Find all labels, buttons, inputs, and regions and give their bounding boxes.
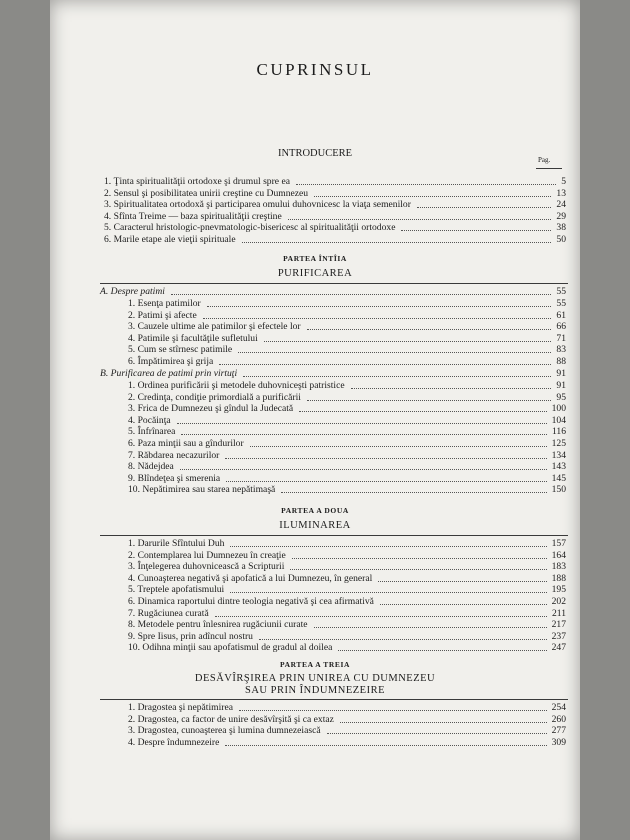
toc-entry (128, 584, 566, 596)
dot-leader (225, 450, 546, 459)
toc-entry-page: 71 (556, 332, 566, 344)
toc-entry (104, 188, 566, 200)
toc-entry-title: 1. Ţinta spiritualităţii ortodoxe şi drumul spre ea (104, 176, 290, 187)
toc-entry-page: 211 (551, 607, 566, 619)
toc-entry-title: 2. Dragostea, ca factor de unire desăvîrşită şi ca extaz (128, 713, 334, 725)
toc-entry-page: 38 (556, 222, 566, 234)
part3-title-line1: DESĂVÎRŞIREA PRIN UNIREA CU DUMNEZEU (194, 673, 436, 684)
toc-entry-title: 4. Patimile şi facultăţile sufletului (128, 332, 258, 344)
toc-entry (128, 392, 566, 404)
toc-entry (128, 473, 566, 485)
toc-entry (104, 234, 566, 246)
toc-entry (128, 619, 566, 631)
toc-entry (128, 596, 566, 608)
toc-entry-title: 10. Odihna minţii sau apofatismul de gradul al doilea (128, 642, 333, 654)
toc-entry (128, 484, 566, 496)
toc-entry (128, 426, 566, 438)
toc-entry-page: 91 (556, 380, 566, 391)
dot-leader (314, 619, 547, 628)
toc-entry-page: 55 (556, 298, 566, 309)
dot-leader (380, 596, 547, 605)
toc-entry-title: 7. Rugăciunea curată (128, 607, 209, 619)
toc-entry-title: 2. Contemplarea lui Dumnezeu în creaţie (128, 549, 286, 561)
book-page (50, 0, 580, 840)
toc-entry-page: 125 (551, 438, 566, 449)
dot-leader (292, 550, 547, 559)
toc-entry (128, 344, 566, 356)
pag-underline (536, 168, 562, 169)
toc-entry-title: A. Despre patimi (100, 286, 165, 297)
dot-leader (307, 392, 552, 401)
toc-entry-page: 157 (551, 538, 566, 549)
toc-entry-title: 10. Nepătimirea sau starea nepătimaşă (128, 484, 276, 496)
toc-entry-page: 254 (551, 702, 566, 713)
toc-entry-page: 145 (551, 472, 566, 484)
page-column-label: Pag. (538, 156, 551, 164)
dot-leader (239, 702, 547, 711)
toc-entry-page: 50 (556, 234, 566, 245)
toc-entry-title: 1. Dragostea şi nepătimirea (128, 702, 233, 713)
dot-leader (351, 380, 552, 389)
part2-rule (100, 535, 568, 536)
toc-entry (128, 702, 566, 714)
toc-entry-page: 217 (551, 619, 566, 631)
dot-leader (307, 321, 552, 330)
toc-entry-page: 91 (556, 368, 566, 379)
toc-entry-title: 4. Despre îndumnezeire (128, 736, 220, 748)
toc-entry-page: 61 (556, 309, 566, 321)
toc-entry (128, 450, 566, 462)
toc-entry-title: 2. Patimi şi afecte (128, 309, 197, 321)
toc-entry (128, 356, 566, 368)
part2-title: ILUMINAREA (279, 520, 351, 531)
toc-entry (104, 222, 566, 234)
toc-entry (104, 176, 566, 188)
toc-entry-page: 260 (551, 713, 566, 725)
dot-leader (288, 211, 552, 220)
toc-entry (128, 310, 566, 322)
toc-entry (128, 573, 566, 585)
toc-entry-page: 24 (556, 199, 566, 211)
dot-leader (327, 725, 547, 734)
toc-entry-page: 188 (551, 572, 566, 584)
dot-leader (226, 473, 546, 482)
toc-entry-title: 6. Dinamica raportului dintre teologia negativă şi cea afirmativă (128, 596, 374, 607)
toc-entry-page: 247 (551, 642, 566, 654)
toc-entry (104, 199, 566, 211)
toc-entry (128, 403, 566, 415)
toc-entry-title: 9. Spre Iisus, prin adîncul nostru (128, 630, 253, 642)
toc-entry-page: 13 (556, 187, 566, 199)
toc-entry-title: 5. Înfrînarea (128, 426, 176, 438)
toc-entry (128, 714, 566, 726)
toc-entry-page: 66 (556, 321, 566, 332)
toc-entry-page: 309 (551, 736, 566, 748)
toc-entry-title: 6. Paza minţii sau a gîndurilor (128, 438, 244, 449)
toc-entry-title: 7. Răbdarea necazurilor (128, 449, 220, 461)
toc-entry-title: 5. Cum se stîrnesc patimile (128, 344, 233, 355)
toc-entry-title: 9. Blîndeţea şi smerenia (128, 472, 221, 484)
toc-entry-page: 95 (556, 391, 566, 403)
toc-entry-title: 1. Darurile Sfîntului Duh (128, 538, 225, 549)
toc-entry (128, 438, 566, 450)
toc-entry (128, 380, 566, 392)
dot-leader (290, 561, 546, 570)
contents-heading: CUPRINSUL (256, 60, 374, 79)
toc-entry (128, 725, 566, 737)
dot-leader (203, 310, 552, 319)
part3-rule (100, 699, 568, 700)
toc-entry (104, 211, 566, 223)
toc-entry-title: 3. Spiritualitatea ortodoxă şi participarea omului duhovnicesc la viaţa semenilor (104, 199, 411, 211)
dot-leader (299, 403, 546, 412)
dot-leader (238, 344, 551, 353)
dot-leader (215, 608, 547, 617)
toc-entry-page: 83 (556, 344, 566, 355)
toc-entry-title: 4. Pocăinţa (128, 414, 171, 426)
toc-entry (128, 561, 566, 573)
part3-title-line2: SAU PRIN ÎNDUMNEZEIRE (245, 685, 385, 696)
toc-entry-title: 3. Dragostea, cunoaşterea şi lumina dumnezeiască (128, 725, 321, 737)
toc-entry-page: 150 (551, 484, 566, 496)
dot-leader (180, 461, 547, 470)
toc-entry-title: 3. Cauzele ultime ale patimilor şi efectele lor (128, 321, 301, 332)
dot-leader (242, 234, 552, 243)
toc-entry (100, 368, 566, 380)
toc-entry-page: 5 (561, 176, 566, 187)
toc-entry (128, 321, 566, 333)
dot-leader (230, 538, 546, 547)
toc-entry-page: 104 (551, 414, 566, 426)
toc-entry-page: 277 (551, 725, 566, 737)
dot-leader (417, 199, 551, 208)
toc-entry (128, 415, 566, 427)
toc-entry-title: 5. Treptele apofatismului (128, 584, 225, 596)
toc-entry-page: 164 (551, 549, 566, 561)
toc-entry-page: 183 (551, 561, 566, 573)
part1-title: PURIFICAREA (277, 268, 353, 279)
dot-leader (259, 631, 547, 640)
dot-leader (264, 333, 552, 342)
toc-entry-page: 143 (551, 461, 566, 473)
toc-entry-page: 100 (551, 403, 566, 415)
toc-entry-page: 134 (551, 449, 566, 461)
dot-leader (219, 356, 551, 365)
part3-label: PARTEA A TREIA (280, 660, 350, 669)
toc-entry-page: 237 (551, 630, 566, 642)
toc-entry (128, 538, 566, 550)
toc-entry (128, 461, 566, 473)
dot-leader (177, 415, 547, 424)
intro-title: INTRODUCERE (277, 148, 353, 159)
toc-entry-title: 2. Sensul şi posibilitatea unirii creştine cu Dumnezeu (104, 187, 309, 199)
dot-leader (181, 426, 547, 435)
toc-entry-title: 3. Înţelegerea duhovnicească a Scripturii (128, 561, 285, 573)
toc-entry-page: 55 (556, 286, 566, 297)
toc-entry-title: B. Purificarea de patimi prin virtuţi (100, 368, 238, 379)
dot-leader (296, 176, 556, 185)
toc-entry (128, 550, 566, 562)
toc-entry (128, 333, 566, 345)
dot-leader (314, 188, 551, 197)
toc-entry-title: 1. Esenţa patimilor (128, 298, 201, 309)
toc-entry-page: 116 (551, 426, 566, 438)
toc-entry-title: 4. Cunoaşterea negativă şi apofatică a lui Dumnezeu, în general (128, 572, 373, 584)
dot-leader (207, 298, 552, 307)
dot-leader (243, 368, 551, 377)
part1-rule (100, 283, 568, 284)
toc-entry-page: 202 (551, 596, 566, 607)
toc-entry-page: 195 (551, 584, 566, 596)
toc-entry (100, 286, 566, 298)
dot-leader (250, 438, 547, 447)
dot-leader (225, 737, 546, 746)
dot-leader (340, 714, 547, 723)
dot-leader (171, 286, 551, 295)
toc-entry (128, 298, 566, 310)
toc-entry-title: 1. Ordinea purificării şi metodele duhovniceşti patristice (128, 380, 345, 391)
dot-leader (378, 573, 546, 582)
toc-entry-title: 5. Caracterul hristologic-pnevmatologic-bisericesc al spiritualităţii ortodoxe (104, 222, 396, 234)
toc-entry-title: 8. Nădejdea (128, 461, 174, 473)
toc-entry-page: 88 (556, 355, 566, 367)
dot-leader (338, 642, 546, 651)
toc-entry (128, 737, 566, 749)
toc-entry (128, 642, 566, 654)
toc-entry-title: 4. Sfînta Treime — baza spiritualităţii creştine (104, 210, 282, 222)
toc-entry-title: 6. Marile etape ale vieţii spirituale (104, 234, 236, 245)
toc-entry-page: 29 (556, 210, 566, 222)
dot-leader (281, 484, 546, 493)
toc-entry-title: 3. Frica de Dumnezeu şi gîndul la Judecată (128, 403, 294, 415)
toc-entry-title: 6. Împătimirea şi grija (128, 355, 214, 367)
part2-label: PARTEA A DOUA (281, 506, 349, 515)
toc-entry-title: 2. Credinţa, condiţie primordială a purificării (128, 391, 301, 403)
toc-entry (128, 631, 566, 643)
toc-entry (128, 608, 566, 620)
dot-leader (230, 584, 546, 593)
dot-leader (401, 222, 551, 231)
toc-entry-title: 8. Metodele pentru înlesnirea rugăciunii curate (128, 619, 308, 631)
part1-label: PARTEA ÎNTÎIA (283, 254, 347, 263)
